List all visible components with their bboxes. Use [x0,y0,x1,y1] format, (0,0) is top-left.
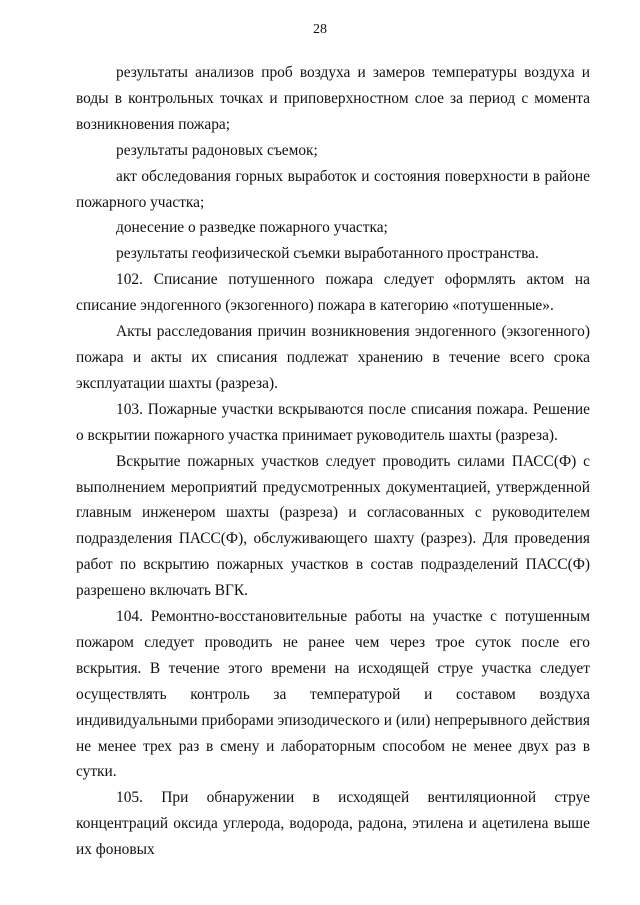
list-item-air-analysis: результаты анализов проб воздуха и замеров температуры воздуха и воды в контрольных точках и приповерхностном слое за период с момента возникновения пожара; [76,64,590,133]
paragraph-opening-procedure: Вскрытие пожарных участков следует проводить силами ПАСС(Ф) с выполнением мероприятий предусмотренных документацией, утвержденной главным инженером шахты (разреза) и согласованных с руководителем подразделения ПАСС(Ф), обслуживающего шахту (разрез). Для проведения работ по вскрытию пожарных участков в состав подразделений ПАСС(Ф) разрешено включать ВГК. [76,452,590,600]
list-item-inspection-act: акт обследования горных выработок и состояния поверхности в районе пожарного участка; [76,167,590,211]
list-item-geophysical-survey: результаты геофизической съемки выработанного пространства. [116,245,539,263]
clause-102: 102. Списание потушенного пожара следует оформлять актом на списание эндогенного (экзогенного) пожара в категорию «потушенные». [76,271,590,315]
document-body [76,60,590,863]
clause-104: 104. Ремонтно-восстановительные работы на участке с потушенным пожаром следует проводить не ранее чем через трое суток после его вскрытия. В течение этого времени на исходящей струе участка следует осуществлять контроль за температурой и составом воздуха индивидуальными приборами эпизодического и (или) непрерывного действия не менее трех раз в смену и лабораторным способом не менее двух раз в сутки. [76,608,590,781]
list-item-radon-surveys: результаты радоновых съемок; [116,141,318,159]
paragraph-acts-storage: Акты расследования причин возникновения эндогенного (экзогенного) пожара и акты их списания подлежат хранению в течение всего срока эксплуатации шахты (разреза). [76,323,590,392]
list-item-reconnaissance-report: донесение о разведке пожарного участка; [116,219,388,237]
page-number: 28 [313,22,327,37]
clause-103: 103. Пожарные участки вскрываются после списания пожара. Решение о вскрытии пожарного участка принимает руководитель шахты (разреза). [76,400,590,444]
clause-105: 105. При обнаружении в исходящей вентиляционной струе концентраций оксида углерода, водорода, радона, этилена и ацетилена выше их фоновых [76,789,590,859]
